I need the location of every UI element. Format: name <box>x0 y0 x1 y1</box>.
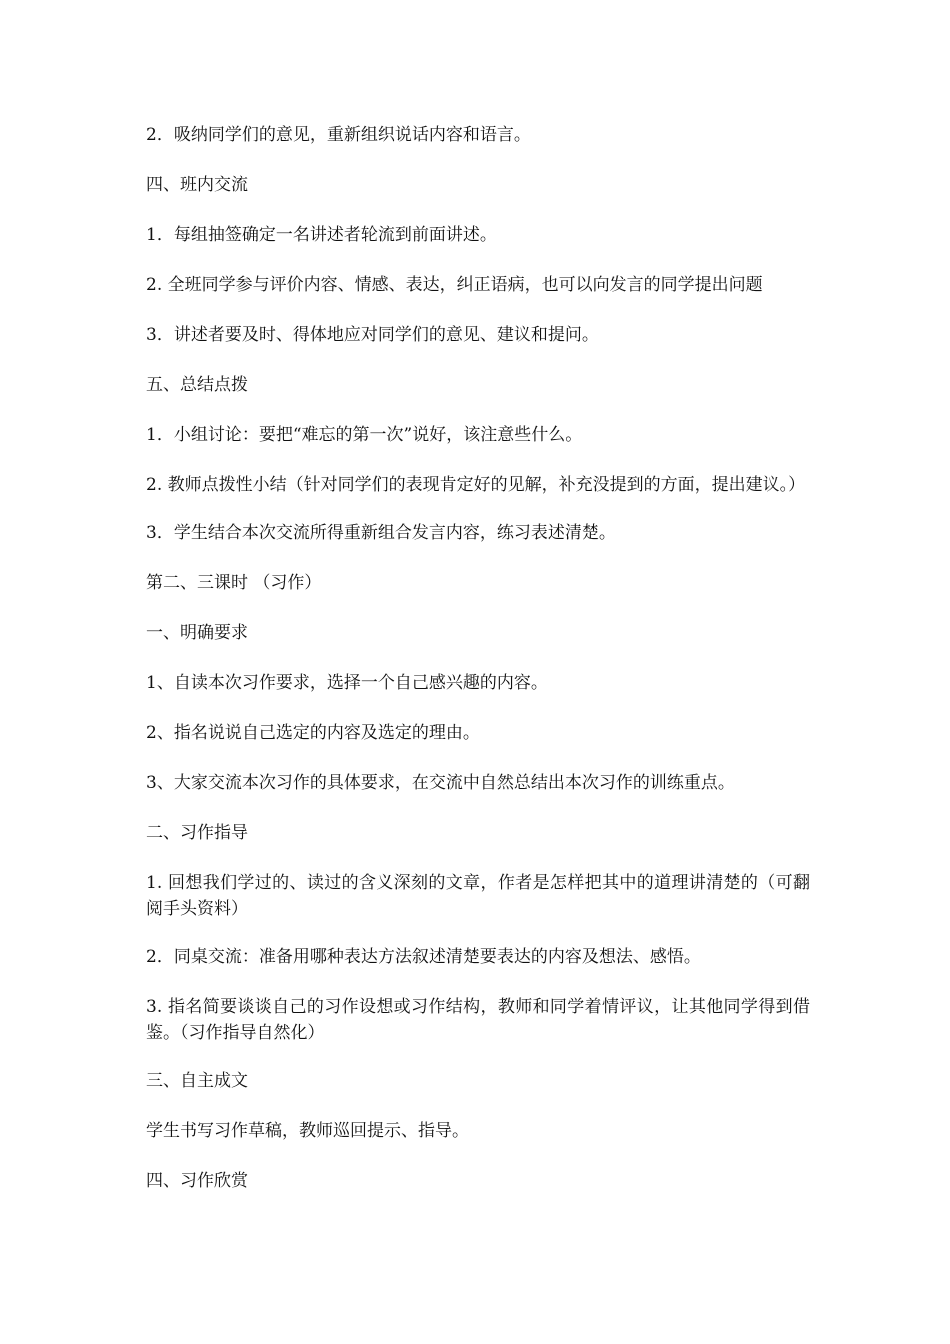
document-body <box>146 122 810 1218</box>
section-heading: 四、习作欣赏 <box>146 1171 248 1191</box>
paragraph: 1. 回想我们学过的、读过的含义深刻的文章，作者是怎样把其中的道理讲清楚的（可翻阅手头资料） <box>146 873 810 919</box>
paragraph: 3. 指名简要谈谈自己的习作设想或习作结构，教师和同学着情评议，让其他同学得到借鉴。（习作指导自然化） <box>146 997 810 1043</box>
section-heading: 第二、三课时 （习作） <box>146 573 322 593</box>
section-heading: 一、明确要求 <box>146 623 248 643</box>
paragraph: 2．同桌交流：准备用哪种表达方法叙述清楚要表达的内容及想法、感悟。 <box>146 947 701 967</box>
paragraph: 3．讲述者要及时、得体地应对同学们的意见、建议和提问。 <box>146 325 599 345</box>
paragraph: 1、自读本次习作要求，选择一个自己感兴趣的内容。 <box>146 673 548 693</box>
paragraph: 3．学生结合本次交流所得重新组合发言内容，练习表述清楚。 <box>146 523 616 543</box>
paragraph: 2. 教师点拨性小结（针对同学们的表现肯定好的见解，补充没提到的方面，提出建议。） <box>146 475 806 495</box>
paragraph: 2、指名说说自己选定的内容及选定的理由。 <box>146 723 480 743</box>
section-heading: 三、自主成文 <box>146 1071 248 1091</box>
section-heading: 五、总结点拨 <box>146 375 248 395</box>
paragraph: 1．每组抽签确定一名讲述者轮流到前面讲述。 <box>146 225 497 245</box>
paragraph: 学生书写习作草稿，教师巡回提示、指导。 <box>146 1121 469 1141</box>
paragraph: 2. 全班同学参与评价内容、情感、表达，纠正语病，也可以向发言的同学提出问题 <box>146 275 763 295</box>
paragraph: 3、大家交流本次习作的具体要求，在交流中自然总结出本次习作的训练重点。 <box>146 773 735 793</box>
paragraph: 2．吸纳同学们的意见，重新组织说话内容和语言。 <box>146 125 531 145</box>
section-heading: 四、班内交流 <box>146 175 248 195</box>
paragraph: 1．小组讨论：要把“难忘的第一次”说好，该注意些什么。 <box>146 425 583 445</box>
section-heading: 二、习作指导 <box>146 823 248 843</box>
